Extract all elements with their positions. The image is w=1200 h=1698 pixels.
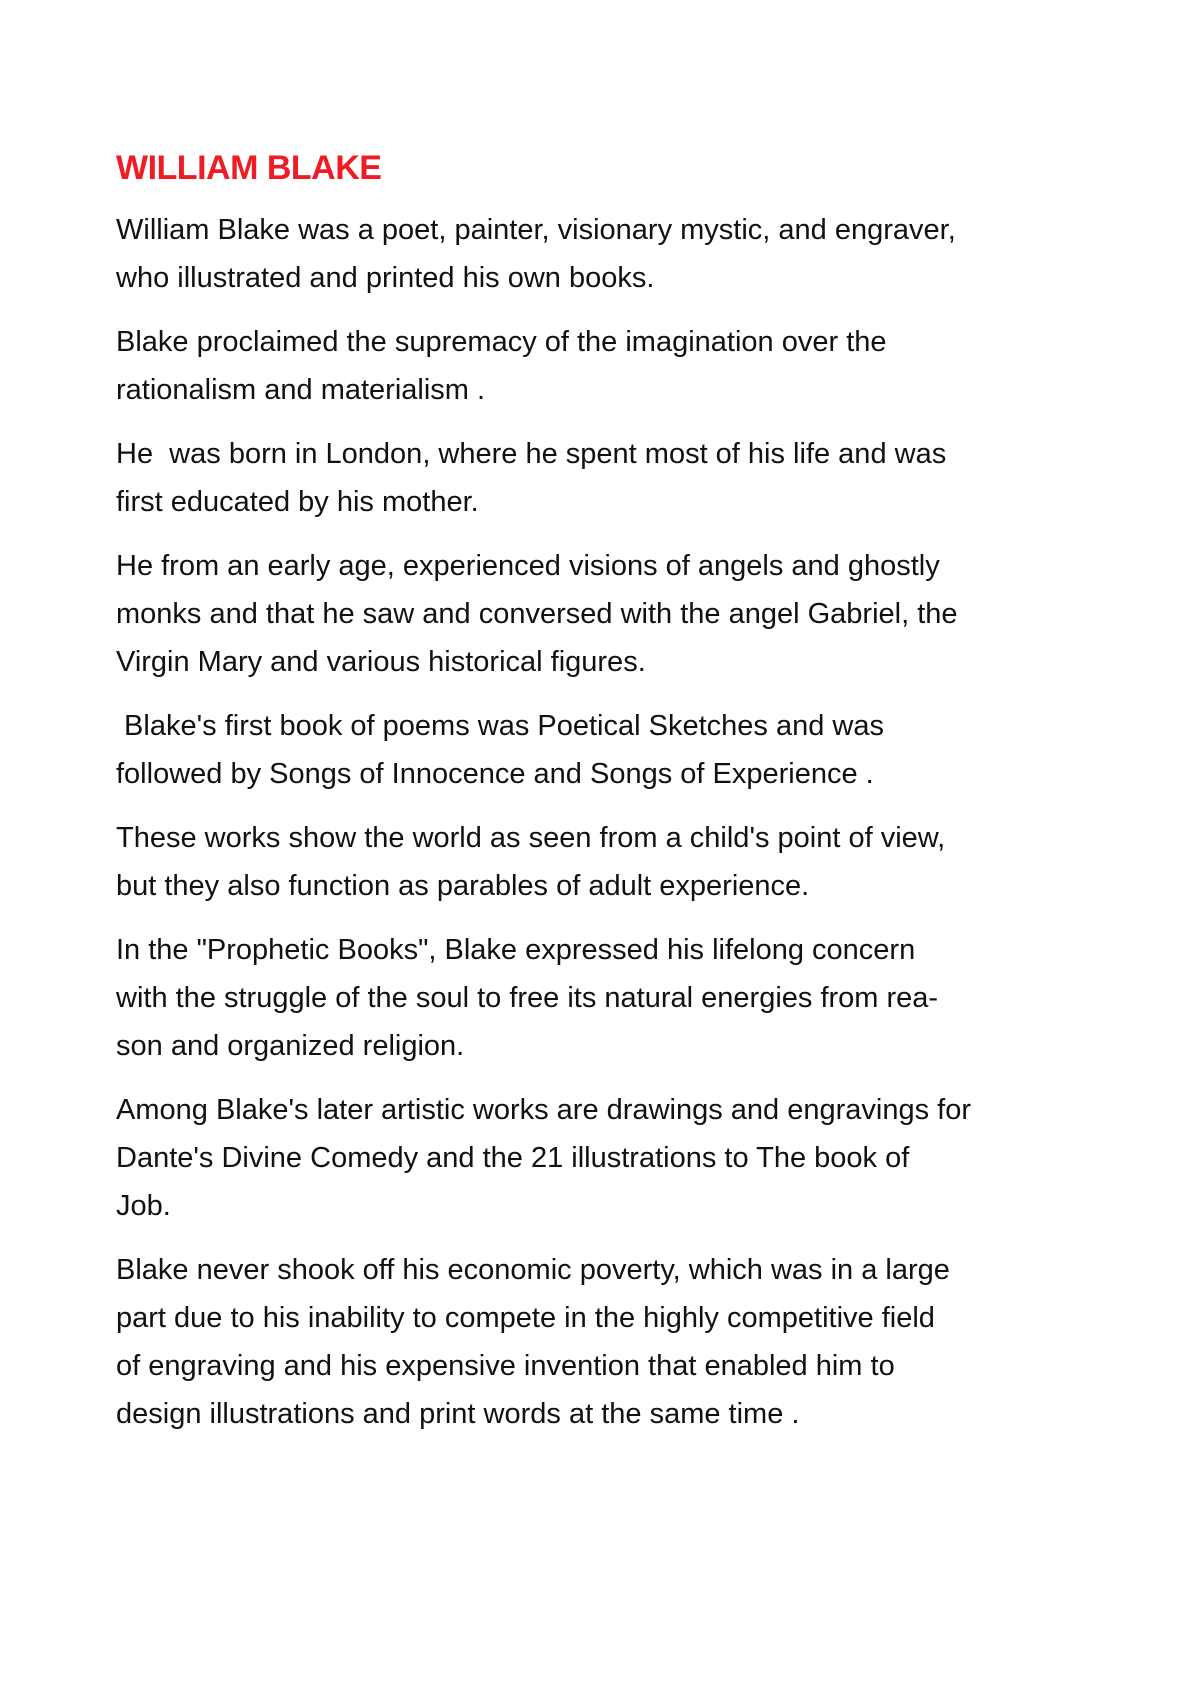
text-line: but they also function as parables of adult experience. bbox=[116, 870, 810, 902]
paragraph bbox=[116, 542, 1106, 686]
text-line: Blake's first book of poems was Poetical Sketches and was bbox=[116, 710, 884, 742]
paragraph bbox=[116, 1086, 1106, 1230]
text-line: part due to his inability to compete in the highly competitive field bbox=[116, 1302, 935, 1334]
text-line: Virgin Mary and various historical figures. bbox=[116, 646, 646, 678]
paragraph bbox=[116, 430, 1106, 526]
text-line: of engraving and his expensive invention that enabled him to bbox=[116, 1350, 895, 1382]
text-line: with the struggle of the soul to free its natural energies from rea- bbox=[116, 982, 939, 1014]
text-line: Blake proclaimed the supremacy of the imagination over the bbox=[116, 326, 887, 358]
text-line: who illustrated and printed his own books. bbox=[116, 262, 655, 294]
text-line: design illustrations and print words at the same time . bbox=[116, 1398, 800, 1430]
text-line: followed by Songs of Innocence and Songs of Experience . bbox=[116, 758, 874, 790]
text-line: monks and that he saw and conversed with the angel Gabriel, the bbox=[116, 598, 958, 630]
text-line: Dante's Divine Comedy and the 21 illustrations to The book of bbox=[116, 1142, 910, 1174]
text-line: Blake never shook off his economic poverty, which was in a large bbox=[116, 1254, 950, 1286]
paragraph bbox=[116, 926, 1106, 1070]
paragraph bbox=[116, 702, 1106, 798]
text-line: first educated by his mother. bbox=[116, 486, 479, 518]
paragraph bbox=[116, 814, 1106, 910]
text-line: He was born in London, where he spent most of his life and was bbox=[116, 438, 947, 470]
paragraph bbox=[116, 1246, 1106, 1438]
text-line: In the "Prophetic Books", Blake expressed his lifelong concern bbox=[116, 934, 916, 966]
paragraph bbox=[116, 206, 1106, 302]
text-line: rationalism and materialism . bbox=[116, 374, 486, 406]
text-line: son and organized religion. bbox=[116, 1030, 465, 1062]
paragraph bbox=[116, 318, 1106, 414]
text-line: Among Blake's later artistic works are drawings and engravings for bbox=[116, 1094, 971, 1126]
text-line: William Blake was a poet, painter, visionary mystic, and engraver, bbox=[116, 214, 956, 246]
text-line: Job. bbox=[116, 1190, 171, 1222]
text-line: He from an early age, experienced visions of angels and ghostly bbox=[116, 550, 940, 582]
text-line: These works show the world as seen from a child's point of view, bbox=[116, 822, 946, 854]
document-body bbox=[116, 148, 1106, 1454]
document-title: WILLIAM BLAKE bbox=[116, 149, 382, 187]
